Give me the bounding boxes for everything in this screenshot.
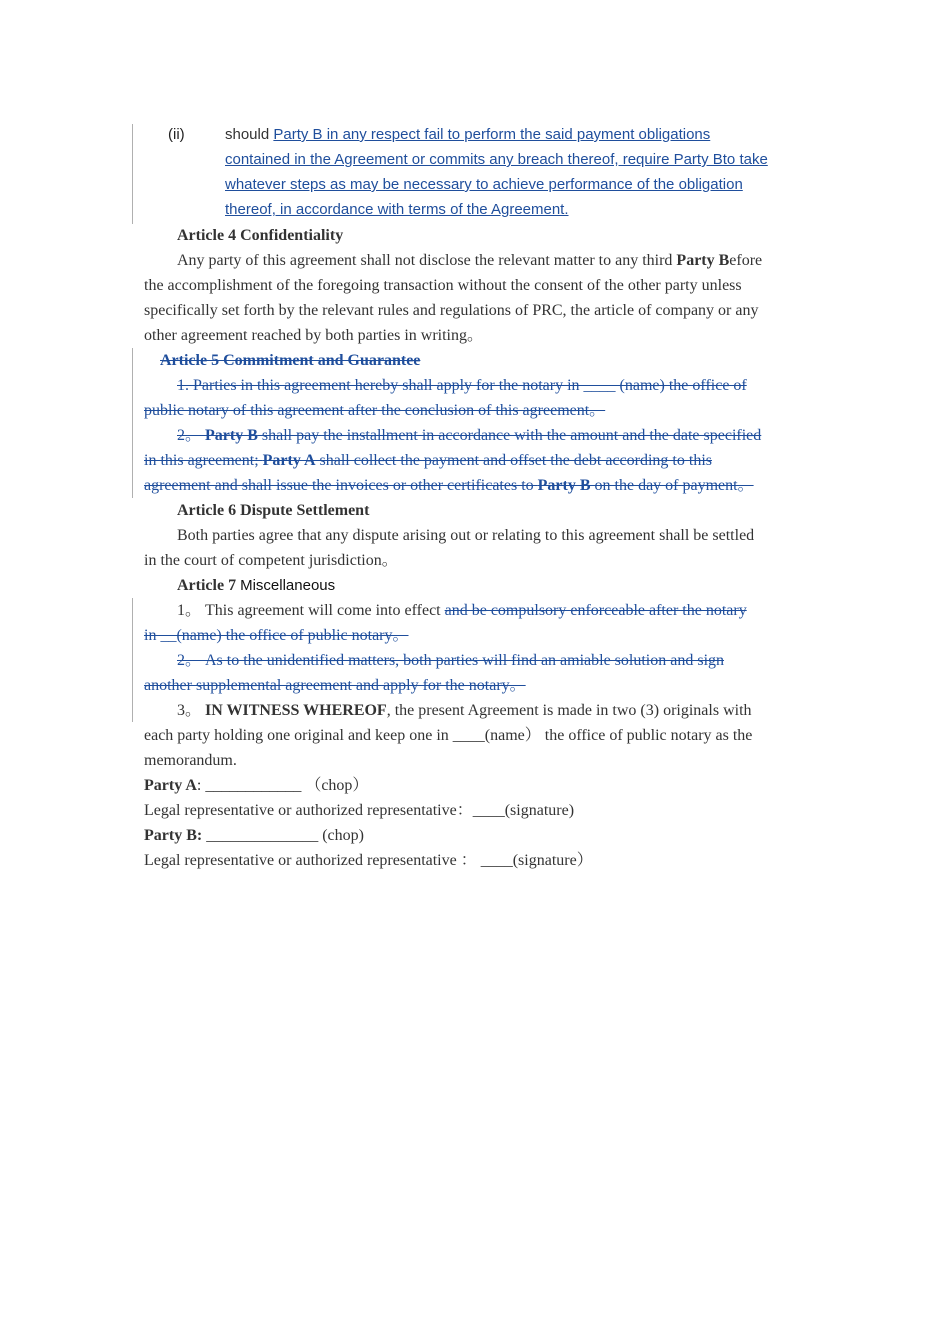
representative-line: Legal representative or authorized representative：____(signature) xyxy=(144,802,575,819)
text: ______________ (chop) xyxy=(202,827,364,844)
deleted-text xyxy=(177,423,837,448)
article6-line: Both parties agree that any dispute arising out or relating to this agreement shall be settled xyxy=(177,527,755,544)
article7-line: memorandum. xyxy=(144,752,237,769)
deleted-text: and be compulsory enforceable after the notary xyxy=(444,602,747,619)
text: , the present Agreement is made in two (3) originals with xyxy=(386,702,752,719)
change-bar xyxy=(132,124,133,224)
text: shall pay the installment in accordance with the amount and the date specified xyxy=(257,427,762,444)
party-b-term: Party B xyxy=(205,427,258,444)
party-b-term: Party B xyxy=(676,252,730,269)
article5-heading: Article 5 Commitment and Guarantee xyxy=(160,352,421,369)
text: in this agreement; xyxy=(144,452,263,469)
heading-text: Miscellaneous xyxy=(240,577,336,594)
text: 2。 xyxy=(177,427,206,444)
article3-item-line-1 xyxy=(225,122,805,147)
representative-line: Legal representative or authorized representative ： ____(signature） xyxy=(144,852,593,869)
text: Any party of this agreement shall not disclose the relevant matter to any third xyxy=(177,252,677,269)
text: agreement and shall issue the invoices or other certificates to xyxy=(144,477,538,494)
article4-line: the accomplishment of the foregoing transaction without the consent of the other party unless xyxy=(144,277,742,294)
text: 3。 xyxy=(177,702,206,719)
party-b-label: Party B: xyxy=(144,827,203,844)
deleted-text xyxy=(144,473,804,498)
deleted-text: in __(name) the office of public notary。 xyxy=(144,627,409,644)
article4-line: specifically set forth by the relevant rules and regulations of PRC, the article of company or any xyxy=(144,302,759,319)
in-witness-whereof: IN WITNESS WHEREOF xyxy=(205,702,387,719)
party-b-term: Party B xyxy=(537,477,591,494)
deleted-text: another supplemental agreement and apply for the notary。 xyxy=(144,677,526,694)
article6-line: in the court of competent jurisdiction。 xyxy=(144,552,398,569)
inserted-text: Party B in any respect fail to perform the said payment obligations xyxy=(273,126,711,143)
item-lead: should xyxy=(225,126,274,143)
party-a-label: Party A xyxy=(144,777,197,794)
inserted-text: contained in the Agreement or commits any breach thereof, require Party Bto take xyxy=(225,151,768,168)
deleted-text: 1. Parties in this agreement hereby shall apply for the notary in ____ (name) the office of xyxy=(177,377,747,394)
text: : ____________ （chop） xyxy=(196,777,369,794)
article7-line xyxy=(177,698,837,723)
text: shall collect the payment and offset the debt according to this xyxy=(315,452,712,469)
article7-heading xyxy=(177,573,837,598)
change-bar xyxy=(132,598,133,722)
article4-line: other agreement reached by both parties in writing。 xyxy=(144,327,483,344)
inserted-text: whatever steps as may be necessary to achieve performance of the obligation xyxy=(225,176,743,193)
article7-line: each party holding one original and keep one in ____(name） the office of public notary as the xyxy=(144,727,753,744)
party-a-term: Party A xyxy=(262,452,316,469)
text: efore xyxy=(729,252,763,269)
heading-text: Article 7 xyxy=(177,577,241,594)
text: 1。 This agreement will come into effect xyxy=(177,602,445,619)
inserted-text: thereof, in accordance with terms of the Agreement. xyxy=(225,201,569,218)
article4-line xyxy=(177,248,837,273)
article4-heading: Article 4 Confidentiality xyxy=(177,227,344,244)
change-bar xyxy=(132,348,133,498)
deleted-text: 2。 As to the unidentified matters, both parties will find an amiable solution and sign xyxy=(177,652,725,669)
party-b-signature-line xyxy=(144,823,804,848)
text: on the day of payment。 xyxy=(590,477,754,494)
list-number: (ii) xyxy=(168,126,185,143)
deleted-text: public notary of this agreement after the conclusion of this agreement。 xyxy=(144,402,606,419)
party-a-signature-line xyxy=(144,773,804,798)
deleted-text xyxy=(144,448,804,473)
article6-heading: Article 6 Dispute Settlement xyxy=(177,502,370,519)
article7-line xyxy=(177,598,837,623)
